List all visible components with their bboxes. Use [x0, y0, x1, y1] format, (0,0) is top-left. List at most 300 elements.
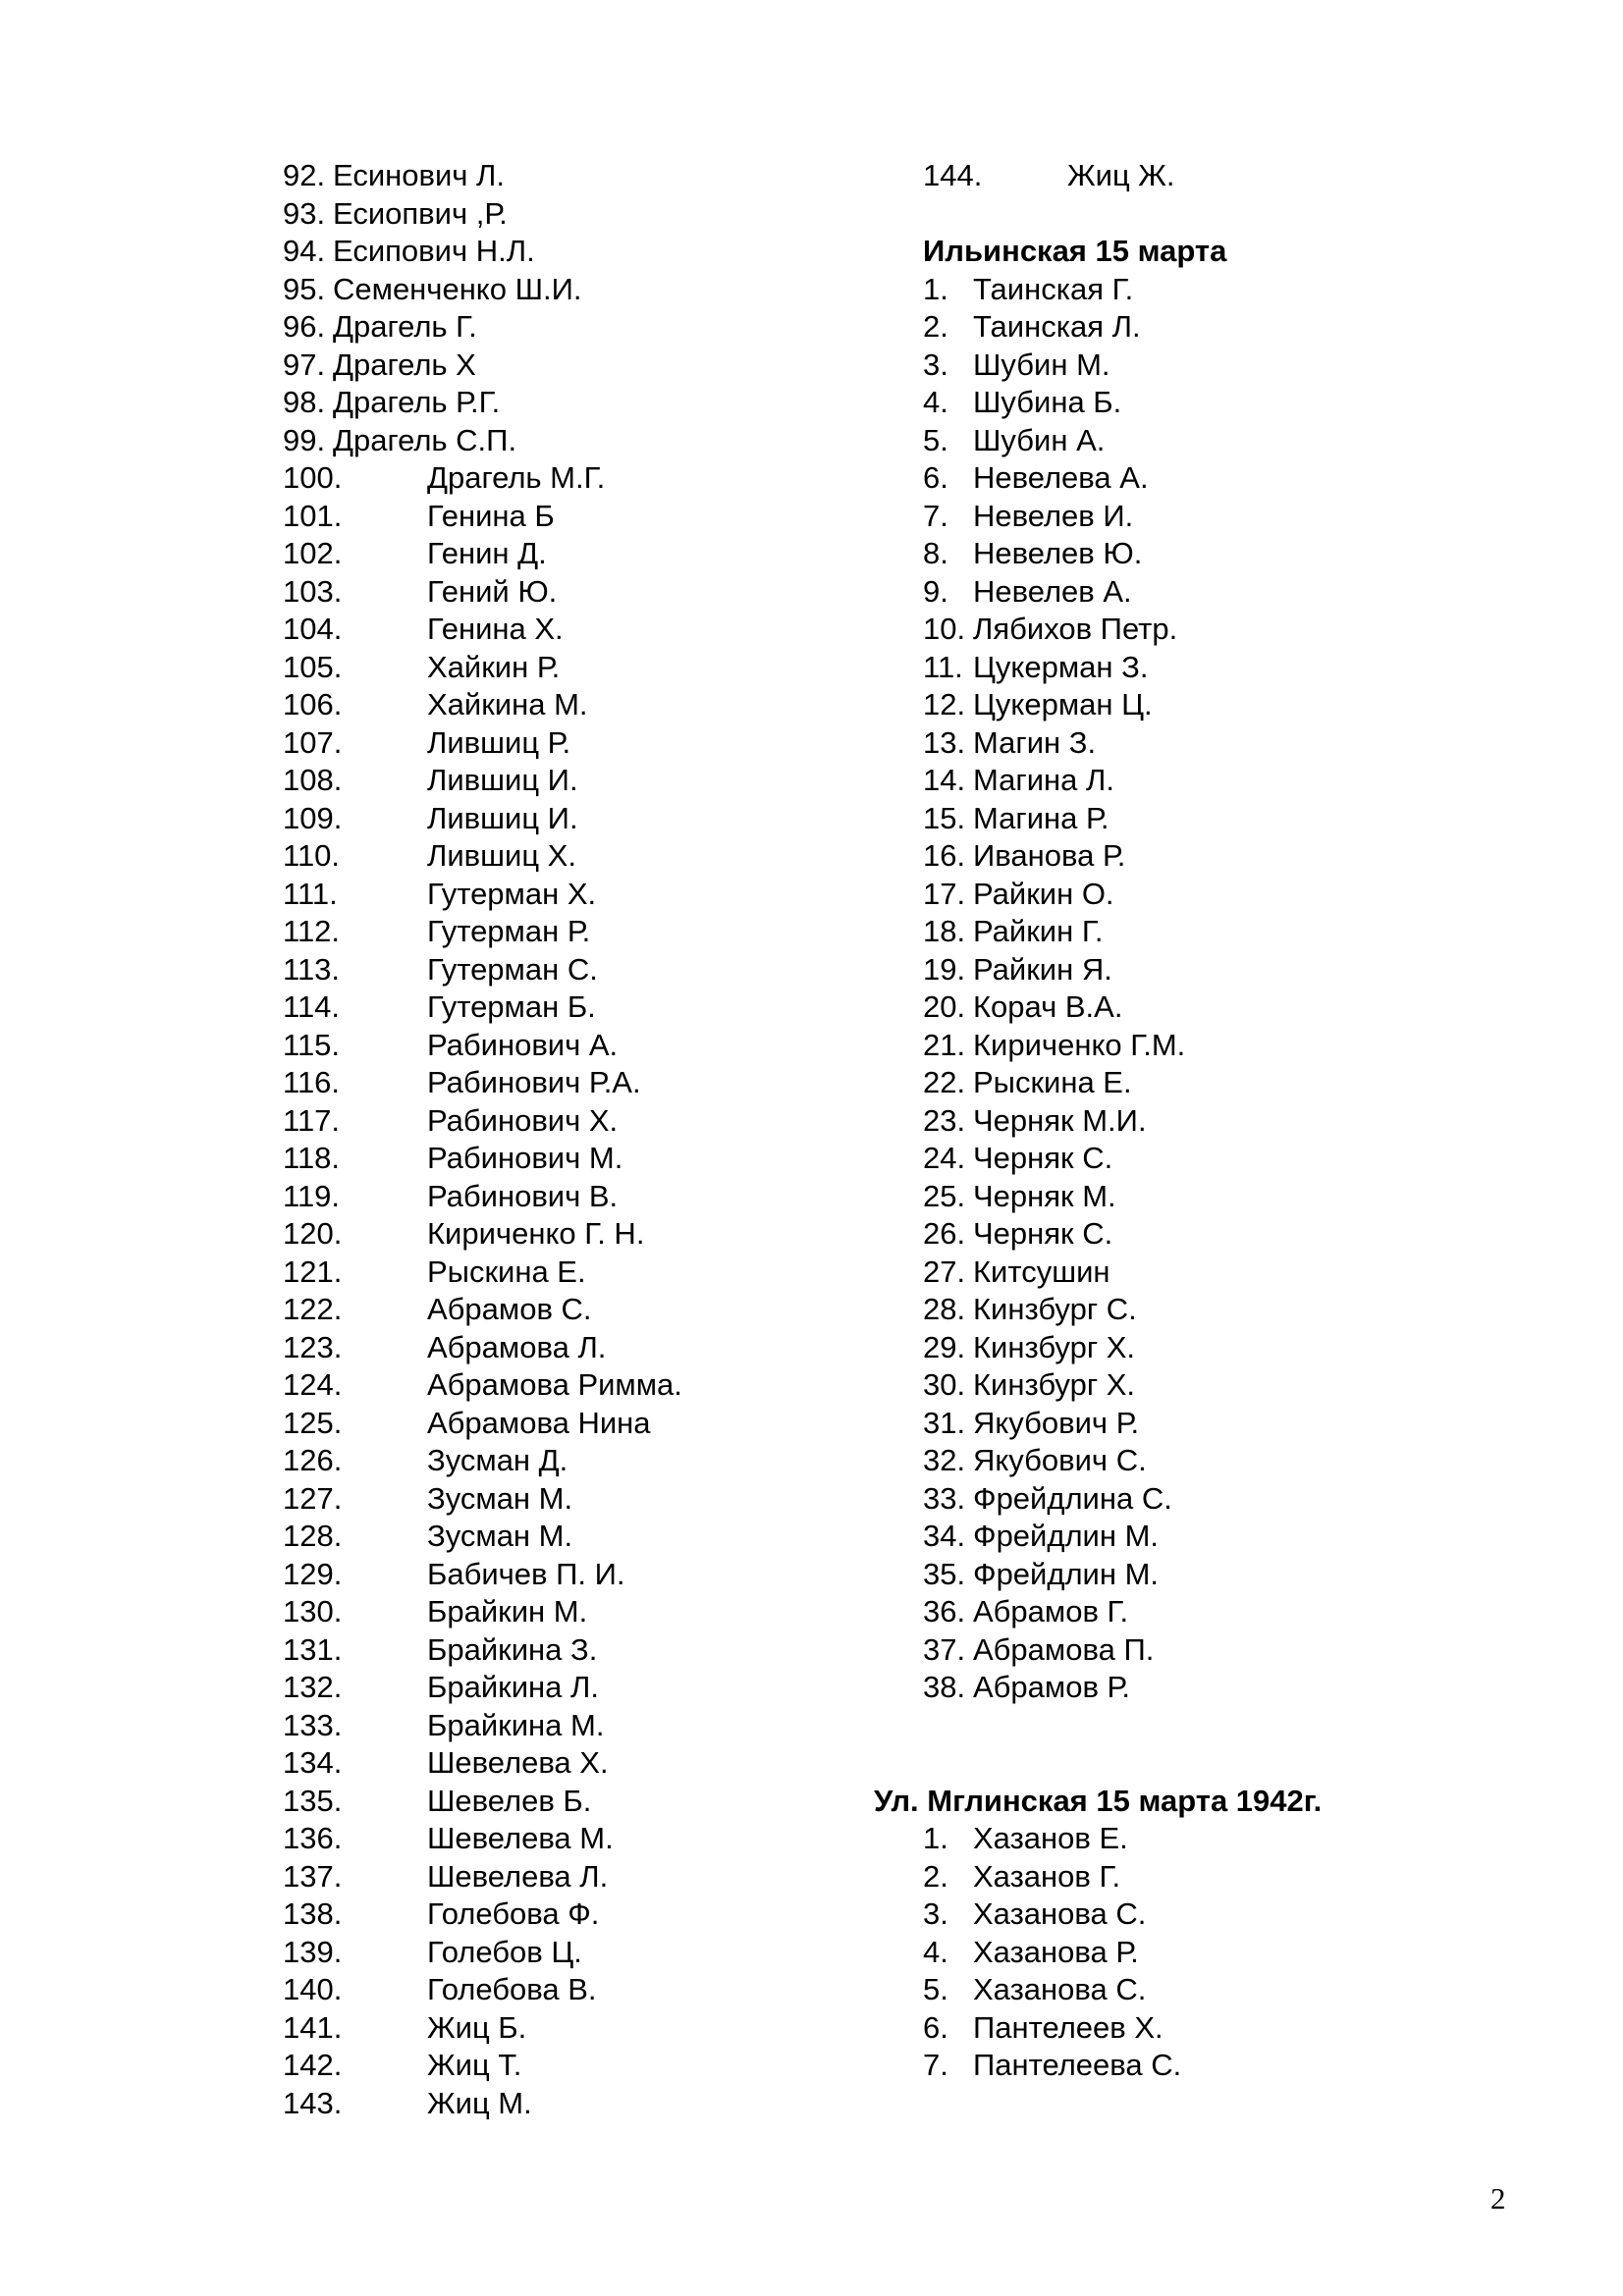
list-item-name: Лившиц Р. — [427, 724, 571, 760]
list-item-number: 11. — [923, 649, 963, 684]
list-item-number: 112. — [283, 914, 341, 948]
list-item — [283, 233, 892, 271]
list-item — [923, 611, 1551, 649]
list-item — [283, 347, 892, 385]
list-item-name: Шевелева М. — [427, 1821, 614, 1855]
list-item — [923, 498, 1551, 536]
list-item-name: Хазанова С. — [973, 1896, 1147, 1931]
list-item-number: 106. — [283, 687, 343, 721]
list-item-name: Хазанов Г. — [973, 1858, 1121, 1894]
list-item-number: 18. — [923, 914, 966, 948]
list-item-name: Абрамова Нина — [427, 1405, 651, 1440]
list-item-number: 8. — [923, 536, 948, 570]
list-item — [923, 876, 1551, 914]
list-item — [923, 1971, 1551, 2009]
list-item-number: 1. — [923, 271, 948, 306]
list-item-name: Абрамов Г. — [973, 1594, 1129, 1629]
list-item-number: 16. — [923, 838, 966, 873]
list-item-name: Гутерман Б. — [427, 989, 596, 1024]
list-item — [923, 1820, 1551, 1858]
list-item — [923, 1140, 1551, 1178]
list-item-number: 138. — [283, 1896, 343, 1931]
list-item-name: Брайкин М. — [427, 1594, 588, 1629]
list-item-number: 104. — [283, 612, 343, 646]
list-item — [283, 1027, 892, 1065]
list-item-name: Драгель Г. — [333, 309, 477, 344]
list-item-number: 128. — [283, 1519, 343, 1553]
list-item-name: Драгель С.П. — [333, 422, 517, 457]
list-item-name: Есиопвич ,Р. — [333, 195, 508, 231]
list-item-name: Китсушин — [973, 1254, 1110, 1289]
list-item-name: Иванова Р. — [973, 838, 1126, 873]
list-item-name: Абрамова Л. — [427, 1329, 607, 1364]
list-item-name: Брайкина М. — [427, 1707, 605, 1742]
list-item — [923, 573, 1551, 612]
list-item-name: Невелев Ю. — [973, 536, 1143, 570]
list-item-name: Драгель М.Г. — [427, 460, 606, 495]
list-item-number: 134. — [283, 1745, 343, 1780]
list-item-name: Фрейдлин М. — [973, 1556, 1160, 1591]
list-item-number: 19. — [923, 951, 966, 987]
list-item-name: Голебова Ф. — [427, 1896, 600, 1931]
list-item-number: 21. — [923, 1027, 966, 1062]
list-item — [923, 724, 1551, 763]
list-item-number: 3. — [923, 347, 948, 382]
list-item — [283, 422, 892, 460]
list-item — [923, 1366, 1551, 1405]
list-item-number: 117. — [283, 1102, 341, 1138]
list-item-number: 105. — [283, 649, 343, 684]
list-item-name: Корач В.А. — [973, 989, 1123, 1024]
list-item-name: Якубович С. — [973, 1443, 1147, 1477]
list-item-number: 37. — [923, 1631, 966, 1667]
list-item-name: Генина Х. — [427, 612, 564, 646]
list-item — [923, 2047, 1551, 2085]
list-item-number: 119. — [283, 1178, 341, 1213]
list-item — [283, 876, 892, 914]
list-item — [283, 573, 892, 612]
list-item-number: 22. — [923, 1065, 966, 1099]
list-item-name: Райкин Я. — [973, 951, 1112, 987]
list-item — [923, 988, 1551, 1027]
list-item-number: 102. — [283, 536, 343, 570]
list-item-number: 123. — [283, 1329, 343, 1364]
list-item — [923, 459, 1551, 498]
list-item-number: 135. — [283, 1783, 343, 1818]
list-item-name: Хайкина М. — [427, 687, 588, 721]
list-item-number: 94. — [283, 234, 326, 268]
list-item-number: 23. — [923, 1102, 966, 1138]
list-item-name: Драгель Р.Г. — [333, 385, 501, 419]
list-item-number: 5. — [923, 422, 948, 457]
list-item-name: Шевелева Х. — [427, 1745, 609, 1780]
list-item-name: Невелева А. — [973, 460, 1149, 495]
list-item-name: Бабичев П. И. — [427, 1556, 625, 1591]
list-item-name: Шевелева Л. — [427, 1858, 609, 1894]
list-item — [923, 1102, 1551, 1141]
list-item — [283, 686, 892, 724]
list-item-name: Голебов Ц. — [427, 1934, 582, 1969]
list-item-number: 5. — [923, 1972, 948, 2006]
section-heading-mglinskaya: Ул. Мглинская 15 марта 1942г. — [874, 1783, 1323, 1818]
list-item — [283, 724, 892, 763]
list-item-number: 142. — [283, 2048, 343, 2082]
list-item-name: Кириченко Г. Н. — [427, 1216, 645, 1251]
list-item-number: 124. — [283, 1367, 343, 1402]
list-item-name: Жиц Б. — [427, 2009, 527, 2045]
list-item-name: Фрейдлина С. — [973, 1480, 1172, 1516]
list-item — [283, 1934, 892, 1972]
list-item-number: 132. — [283, 1670, 343, 1704]
list-item — [283, 2047, 892, 2085]
list-item — [283, 837, 892, 876]
list-item — [923, 1556, 1551, 1594]
list-item — [283, 195, 892, 234]
list-item — [283, 1631, 892, 1670]
list-item-number: 136. — [283, 1821, 343, 1855]
list-item-name: Черняк М. — [973, 1178, 1116, 1213]
list-item-number: 129. — [283, 1556, 343, 1591]
list-item-number: 12. — [923, 687, 966, 721]
list-item-number: 108. — [283, 763, 343, 797]
list-item-number: 26. — [923, 1216, 966, 1251]
list-item-name: Есинович Л. — [333, 158, 506, 192]
list-item-number: 34. — [923, 1519, 966, 1553]
list-item-number: 6. — [923, 2009, 948, 2045]
list-item-number: 126. — [283, 1443, 343, 1477]
list-item — [923, 1669, 1551, 1707]
list-item-number: 133. — [283, 1707, 343, 1742]
list-item-number: 33. — [923, 1480, 966, 1516]
list-item-name: Невелев А. — [973, 573, 1132, 609]
list-item — [923, 1291, 1551, 1329]
list-item-number: 118. — [283, 1141, 341, 1175]
list-item-number: 131. — [283, 1631, 343, 1667]
list-item — [283, 1215, 892, 1254]
list-item-number: 31. — [923, 1405, 966, 1440]
list-item-number: 120. — [283, 1216, 343, 1251]
list-item-name: Абрамов Р. — [973, 1670, 1130, 1704]
list-item — [283, 459, 892, 498]
list-item-number: 35. — [923, 1556, 966, 1591]
list-item — [923, 1593, 1551, 1631]
list-item-number: 32. — [923, 1443, 966, 1477]
list-item — [923, 347, 1551, 385]
list-item-number: 116. — [283, 1065, 341, 1099]
list-item — [923, 271, 1551, 309]
list-item-name: Таинская Л. — [973, 309, 1141, 344]
list-item-name: Рабинович В. — [427, 1178, 619, 1213]
list-item-number: 6. — [923, 460, 948, 495]
list-item-number: 15. — [923, 800, 966, 835]
list-item-name: Цукерман Ц. — [973, 687, 1153, 721]
list-item-name: Лившиц И. — [427, 763, 578, 797]
list-item-number: 93. — [283, 195, 326, 231]
list-item-name: Гутерман Х. — [427, 876, 597, 911]
list-item-number: 20. — [923, 989, 966, 1024]
list-item-name: Генина Б — [427, 498, 555, 533]
list-item-number: 144. — [923, 158, 983, 192]
list-item-number: 29. — [923, 1329, 966, 1364]
list-item — [923, 1631, 1551, 1670]
list-item-name: Хазанова Р. — [973, 1934, 1139, 1969]
list-item — [923, 1027, 1551, 1065]
list-item-name: Черняк С. — [973, 1141, 1113, 1175]
list-item-number: 98. — [283, 385, 326, 419]
list-item-name: Жиц М. — [427, 2085, 532, 2120]
list-item-number: 141. — [283, 2009, 343, 2045]
list-item — [923, 649, 1551, 687]
list-item — [923, 1518, 1551, 1556]
list-item-name: Рабинович А. — [427, 1027, 619, 1062]
list-item-number: 139. — [283, 1934, 343, 1969]
list-item — [923, 1480, 1551, 1519]
list-item-number: 110. — [283, 838, 341, 873]
list-item-number: 99. — [283, 422, 326, 457]
list-item-number: 107. — [283, 724, 343, 760]
list-item — [283, 1254, 892, 1292]
list-item-number: 100. — [283, 460, 343, 495]
list-item-name: Шубин А. — [973, 422, 1106, 457]
list-item-name: Якубович Р. — [973, 1405, 1140, 1440]
list-item — [283, 611, 892, 649]
list-item-name: Черняк С. — [973, 1216, 1113, 1251]
list-item-name: Фрейдлин М. — [973, 1519, 1160, 1553]
list-item-number: 96. — [283, 309, 326, 344]
list-item-number: 1. — [923, 1821, 948, 1855]
list-item-name: Хазанов Е. — [973, 1821, 1128, 1855]
list-item — [283, 1858, 892, 1896]
list-item — [923, 1405, 1551, 1443]
list-item-name: Драгель Х — [333, 347, 476, 382]
list-item — [283, 308, 892, 347]
list-item — [923, 308, 1551, 347]
list-item-number: 24. — [923, 1141, 966, 1175]
list-item — [923, 157, 1551, 195]
list-item — [283, 1896, 892, 1934]
list-item-number: 109. — [283, 800, 343, 835]
list-item-number: 97. — [283, 347, 326, 382]
list-item — [283, 1102, 892, 1141]
list-item-name: Шевелев Б. — [427, 1783, 592, 1818]
list-item — [283, 1707, 892, 1745]
list-item-number: 4. — [923, 1934, 948, 1969]
list-item — [283, 498, 892, 536]
list-item-name: Абрамова Римма. — [427, 1367, 682, 1402]
list-item-number: 27. — [923, 1254, 966, 1289]
list-item-number: 92. — [283, 158, 326, 192]
list-item — [283, 951, 892, 989]
list-item-name: Магин З. — [973, 724, 1097, 760]
spacer — [923, 195, 1551, 234]
list-item — [283, 1783, 892, 1821]
list-item-name: Хазанова С. — [973, 1972, 1147, 2006]
list-item-number: 7. — [923, 498, 948, 533]
list-item-name: Кинзбург С. — [973, 1292, 1137, 1326]
right-column-list — [874, 157, 1551, 2085]
list-item-name: Рабинович Х. — [427, 1102, 619, 1138]
list-item-name: Рыскина Е. — [973, 1065, 1132, 1099]
list-item — [923, 1896, 1551, 1934]
list-item-number: 113. — [283, 951, 341, 987]
list-item — [923, 422, 1551, 460]
list-item-name: Лившиц И. — [427, 800, 578, 835]
list-item-name: Шубина Б. — [973, 385, 1122, 419]
list-item-name: Семенченко Ш.И. — [333, 271, 582, 306]
list-item — [283, 1480, 892, 1519]
list-item-name: Генин Д. — [427, 536, 547, 570]
list-item-number: 38. — [923, 1670, 966, 1704]
list-item-number: 101. — [283, 498, 343, 533]
list-item — [283, 1820, 892, 1858]
list-item — [283, 271, 892, 309]
list-item — [923, 2009, 1551, 2048]
list-item — [283, 2009, 892, 2048]
list-item-number: 2. — [923, 1858, 948, 1894]
list-item-number: 25. — [923, 1178, 966, 1213]
list-item — [283, 1442, 892, 1480]
list-item-name: Рабинович М. — [427, 1141, 623, 1175]
list-item-name: Хайкин Р. — [427, 649, 561, 684]
list-item-name: Кинзбург Х. — [973, 1329, 1136, 1364]
list-item-number: 95. — [283, 271, 326, 306]
list-item-name: Зусман М. — [427, 1480, 573, 1516]
left-column-list — [283, 157, 892, 2122]
list-item-name: Райкин О. — [973, 876, 1114, 911]
list-item-name: Жиц Ж. — [1067, 158, 1175, 192]
list-item — [283, 1291, 892, 1329]
list-item — [923, 384, 1551, 422]
list-item-name: Кириченко Г.М. — [973, 1027, 1186, 1062]
list-item — [283, 384, 892, 422]
list-item-name: Черняк М.И. — [973, 1102, 1147, 1138]
list-item-number: 17. — [923, 876, 966, 911]
spacer — [923, 1707, 1551, 1783]
page-number: 2 — [1490, 2181, 1506, 2216]
list-item-number: 140. — [283, 1972, 343, 2006]
list-item — [923, 762, 1551, 800]
list-item — [283, 800, 892, 838]
list-item — [283, 1669, 892, 1707]
list-item — [923, 1064, 1551, 1102]
list-item-number: 122. — [283, 1292, 343, 1326]
list-item-number: 36. — [923, 1594, 966, 1629]
list-item-number: 3. — [923, 1896, 948, 1931]
list-item — [283, 1366, 892, 1405]
list-item — [923, 1934, 1551, 1972]
list-item-number: 125. — [283, 1405, 343, 1440]
list-item — [283, 1178, 892, 1216]
list-item — [283, 1329, 892, 1367]
list-item-name: Голебова В. — [427, 1972, 597, 2006]
list-item-name: Цукерман З. — [973, 649, 1149, 684]
list-item-number: 137. — [283, 1858, 343, 1894]
list-item — [923, 913, 1551, 951]
list-item-name: Зусман М. — [427, 1519, 573, 1553]
list-item — [283, 762, 892, 800]
list-item-number: 103. — [283, 573, 343, 609]
list-item-name: Гутерман С. — [427, 951, 598, 987]
list-item-name: Шубин М. — [973, 347, 1110, 382]
list-item-number: 121. — [283, 1254, 343, 1289]
list-item — [283, 988, 892, 1027]
list-item — [923, 686, 1551, 724]
list-item-number: 9. — [923, 573, 948, 609]
list-item-number: 127. — [283, 1480, 343, 1516]
list-item-name: Таинская Г. — [973, 271, 1134, 306]
list-item-number: 30. — [923, 1367, 966, 1402]
list-item-name: Брайкина Л. — [427, 1670, 599, 1704]
list-item-number: 111. — [283, 876, 338, 911]
list-item-name: Абрамова П. — [973, 1631, 1155, 1667]
list-item-number: 130. — [283, 1594, 343, 1629]
list-item — [283, 1064, 892, 1102]
list-item — [283, 1593, 892, 1631]
list-item-number: 14. — [923, 763, 966, 797]
list-item-number: 10. — [923, 612, 966, 646]
list-item-number: 7. — [923, 2048, 948, 2082]
list-item — [283, 1971, 892, 2009]
list-item-number: 4. — [923, 385, 948, 419]
list-item — [283, 649, 892, 687]
list-item-name: Пантелеев Х. — [973, 2009, 1163, 2045]
list-item — [283, 1556, 892, 1594]
list-item-name: Кинзбург Х. — [973, 1367, 1136, 1402]
list-item — [283, 157, 892, 195]
list-item-name: Невелев И. — [973, 498, 1134, 533]
list-item — [923, 1442, 1551, 1480]
list-item-name: Райкин Г. — [973, 914, 1104, 948]
list-item — [923, 800, 1551, 838]
list-item-name: Гутерман Р. — [427, 914, 591, 948]
section-heading-ilinskaya: Ильинская 15 марта — [923, 234, 1227, 268]
list-item — [283, 1405, 892, 1443]
list-item-number: 28. — [923, 1292, 966, 1326]
list-item-name: Рыскина Е. — [427, 1254, 586, 1289]
list-item — [283, 1744, 892, 1783]
list-item — [283, 913, 892, 951]
list-item-name: Абрамов С. — [427, 1292, 592, 1326]
list-item-name: Зусман Д. — [427, 1443, 568, 1477]
list-item-name: Рабинович Р.А. — [427, 1065, 641, 1099]
list-item-name: Магина Р. — [973, 800, 1109, 835]
list-item-number: 114. — [283, 989, 341, 1024]
list-item — [923, 1215, 1551, 1254]
list-item-number: 143. — [283, 2085, 343, 2120]
list-item-number: 13. — [923, 724, 966, 760]
list-item-name: Лябихов Петр. — [973, 612, 1178, 646]
list-item — [923, 1178, 1551, 1216]
list-item — [923, 1858, 1551, 1896]
list-item-name: Лившиц Х. — [427, 838, 576, 873]
list-item — [283, 535, 892, 573]
list-item — [283, 1140, 892, 1178]
list-item-number: 115. — [283, 1027, 341, 1062]
list-item — [923, 535, 1551, 573]
list-item-name: Пантелеева С. — [973, 2048, 1182, 2082]
list-item — [923, 951, 1551, 989]
list-item-name: Брайкина З. — [427, 1631, 598, 1667]
list-item — [283, 2085, 892, 2123]
list-item-name: Жиц Т. — [427, 2048, 522, 2082]
list-item-number: 2. — [923, 309, 948, 344]
list-item — [283, 1518, 892, 1556]
list-item-name: Магина Л. — [973, 763, 1114, 797]
list-item — [923, 1254, 1551, 1292]
list-item-name: Есипович Н.Л. — [333, 234, 535, 268]
list-item — [923, 1329, 1551, 1367]
list-item-name: Гений Ю. — [427, 573, 558, 609]
